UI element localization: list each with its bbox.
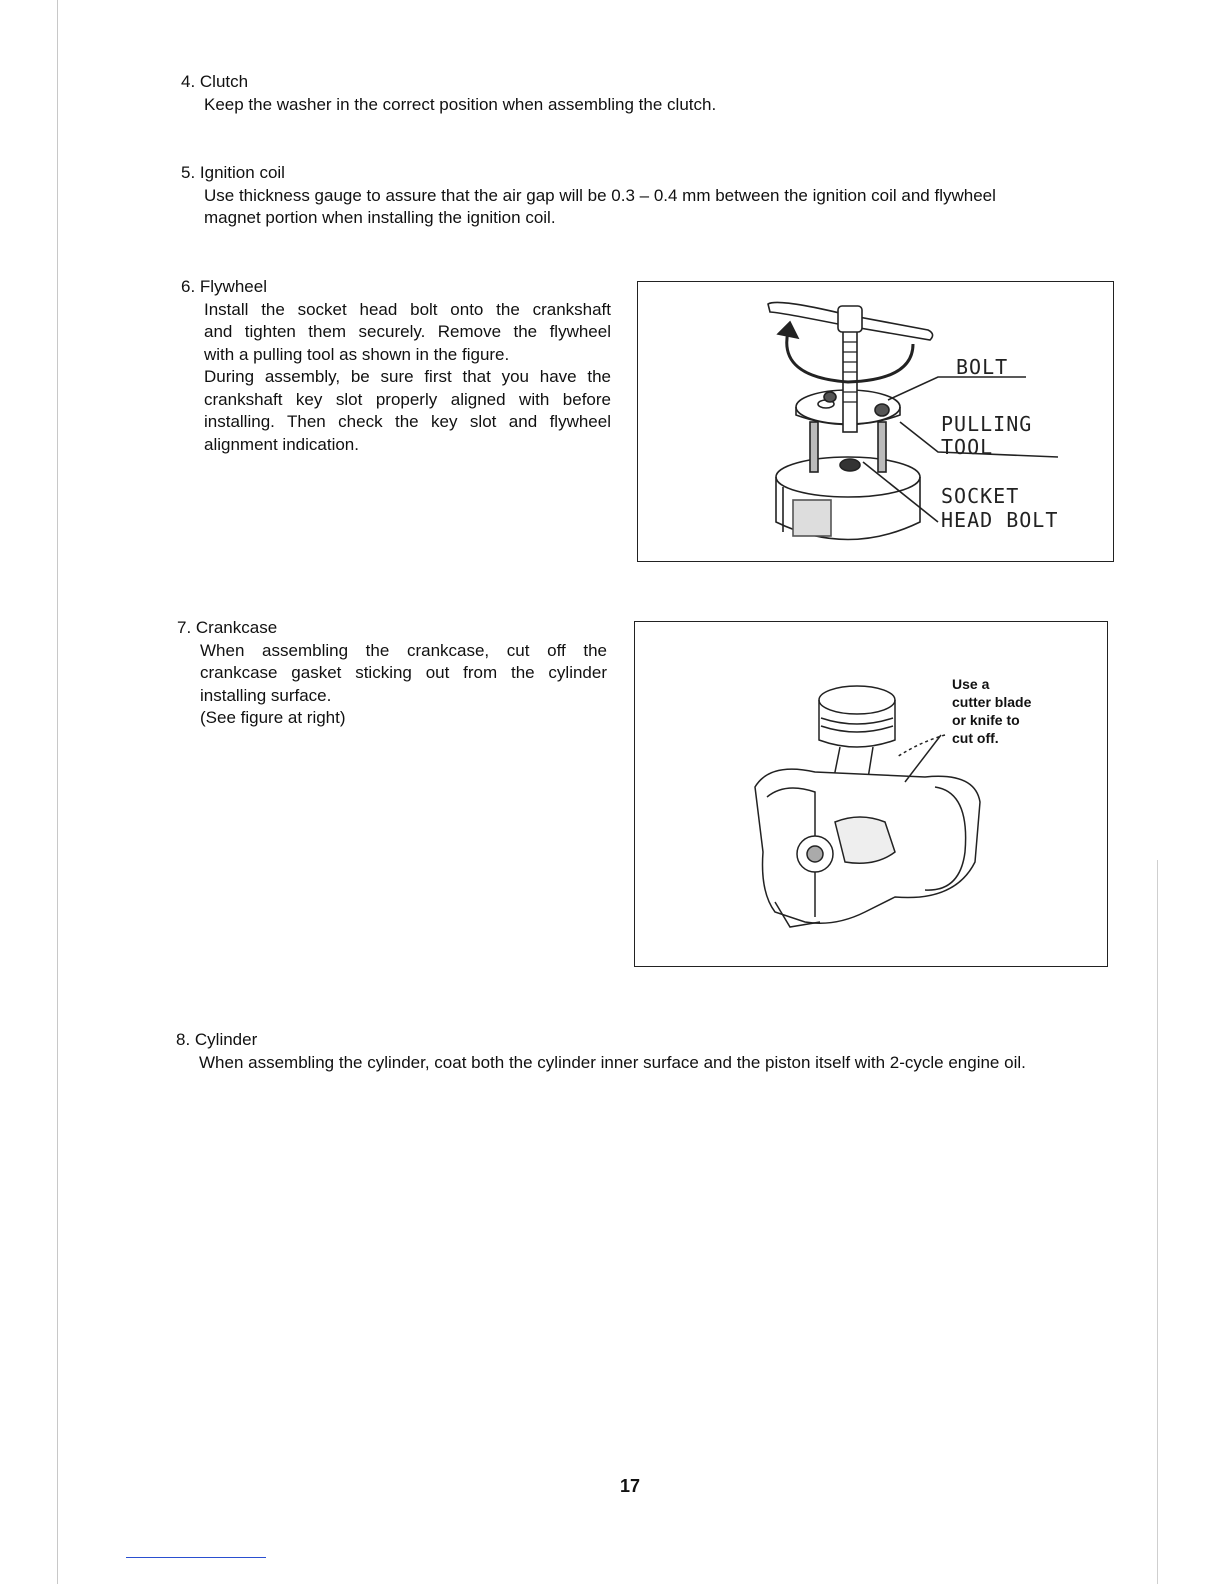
cut-off-note — [952, 675, 1031, 747]
socket-label: SOCKET — [941, 484, 1020, 508]
body-line: with a pulling tool as shown in the figure. — [204, 344, 510, 364]
note-line: cutter blade — [952, 694, 1032, 710]
bolt-label: BOLT — [956, 355, 1009, 379]
body-line: Use thickness gauge to assure that the air gap will be 0.3 – 0.4 mm between the ignition coil and flywheel — [204, 185, 996, 205]
body-line: Keep the washer in the correct position when assembling the clutch. — [204, 94, 717, 114]
body-line: (See figure at right) — [200, 708, 346, 727]
section-ignition-coil — [181, 162, 1116, 230]
section-body — [200, 640, 607, 730]
section-body — [199, 1052, 1116, 1075]
body-line: magnet portion when installing the ignition coil. — [204, 208, 556, 227]
section-body — [204, 299, 611, 457]
scan-edge-line — [1157, 860, 1158, 1584]
section-crankcase — [177, 617, 607, 730]
note-line: cut off. — [952, 730, 999, 746]
section-heading: 5. Ignition coil — [181, 163, 285, 182]
body-line: crankshaft key slot properly aligned with before — [204, 389, 611, 409]
note-line: or knife to — [952, 712, 1020, 728]
head-bolt-label: HEAD BOLT — [941, 508, 1059, 532]
section-heading: 7. Crankcase — [177, 618, 278, 637]
section-body — [204, 94, 801, 117]
tool-label: TOOL — [941, 435, 994, 459]
body-line: When assembling the crankcase, cut off the — [200, 640, 607, 660]
flywheel-puller-figure — [637, 281, 1114, 562]
section-cylinder — [176, 1029, 1116, 1074]
section-heading: 4. Clutch — [181, 72, 249, 91]
pulling-label: PULLING — [941, 412, 1033, 436]
body-line: and tighten them securely. Remove the flywheel — [204, 322, 611, 341]
body-line: installing. Then check the key slot and flywheel — [204, 412, 611, 431]
crankcase-figure — [634, 621, 1108, 967]
footer-rule — [126, 1557, 266, 1558]
scan-edge-line — [57, 0, 58, 1584]
body-line: crankcase gasket sticking out from the cylinder — [200, 663, 607, 682]
section-body — [204, 185, 1116, 230]
note-line: Use a — [952, 676, 990, 692]
body-line: During assembly, be sure first that you have the — [204, 367, 611, 386]
body-line: alignment indication. — [204, 434, 359, 454]
body-line: installing surface. — [200, 685, 332, 705]
section-heading: 6. Flywheel — [181, 277, 267, 296]
crankcase-illustration — [635, 622, 1107, 966]
page-number: 17 — [619, 1476, 641, 1496]
body-line: When assembling the cylinder, coat both the cylinder inner surface and the piston itself with 2-cycle engine oil. — [199, 1052, 1026, 1072]
section-flywheel — [181, 276, 611, 456]
section-heading: 8. Cylinder — [176, 1030, 258, 1049]
section-clutch — [181, 71, 801, 116]
body-line: Install the socket head bolt onto the crankshaft — [204, 299, 611, 319]
